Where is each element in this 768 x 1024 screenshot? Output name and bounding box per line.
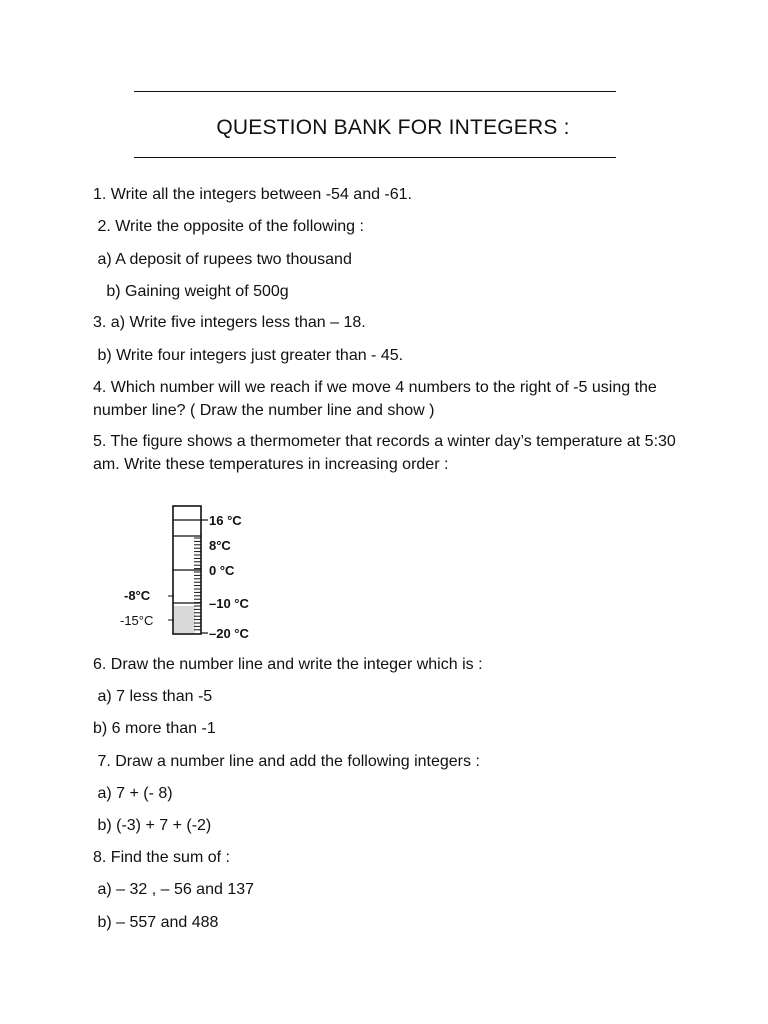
question-6b: b) 6 more than -1 — [93, 720, 216, 737]
question-2a: a) A deposit of rupees two thousand — [93, 251, 352, 268]
thermometer-svg — [118, 498, 268, 648]
thermo-marker-neg15: -15°C — [120, 613, 154, 628]
question-2b: b) Gaining weight of 500g — [93, 283, 289, 300]
question-4: 4. Which number will we reach if we move 4 numbers to the right of -5 using the number line? ( Draw the number line and show ) — [93, 379, 657, 419]
thermo-marker-neg8: -8°C — [124, 588, 151, 603]
question-7: 7. Draw a number line and add the following integers : — [93, 753, 480, 770]
question-8b: b) – 557 and 488 — [93, 914, 219, 931]
thermometer-figure — [118, 498, 268, 653]
question-6: 6. Draw the number line and write the integer which is : — [93, 656, 483, 673]
page-title: QUESTION BANK FOR INTEGERS : — [216, 116, 570, 139]
question-7a: a) 7 + (- 8) — [93, 785, 173, 802]
top-rule — [134, 91, 616, 92]
thermo-label-0: 0 °C — [209, 563, 235, 578]
thermo-label-8: 8°C — [209, 538, 231, 553]
thermometer-mercury — [174, 606, 195, 633]
question-2: 2. Write the opposite of the following : — [93, 218, 364, 235]
thermo-label-neg20: –20 °C — [209, 626, 249, 641]
question-3a: 3. a) Write five integers less than – 18. — [93, 314, 366, 331]
thermo-label-16: 16 °C — [209, 513, 242, 528]
question-8a: a) – 32 , – 56 and 137 — [93, 881, 255, 898]
thermo-label-neg10: –10 °C — [209, 596, 249, 611]
question-8: 8. Find the sum of : — [93, 849, 230, 866]
question-7b: b) (-3) + 7 + (-2) — [93, 817, 212, 834]
question-3b: b) Write four integers just greater than - 45. — [93, 347, 404, 364]
question-5: 5. The figure shows a thermometer that records a winter day’s temperature at 5:30 am. Write these temperatures in increasing order : — [93, 433, 676, 473]
bottom-rule — [134, 157, 616, 158]
question-1: 1. Write all the integers between -54 and -61. — [93, 186, 412, 203]
question-6a: a) 7 less than -5 — [93, 688, 213, 705]
